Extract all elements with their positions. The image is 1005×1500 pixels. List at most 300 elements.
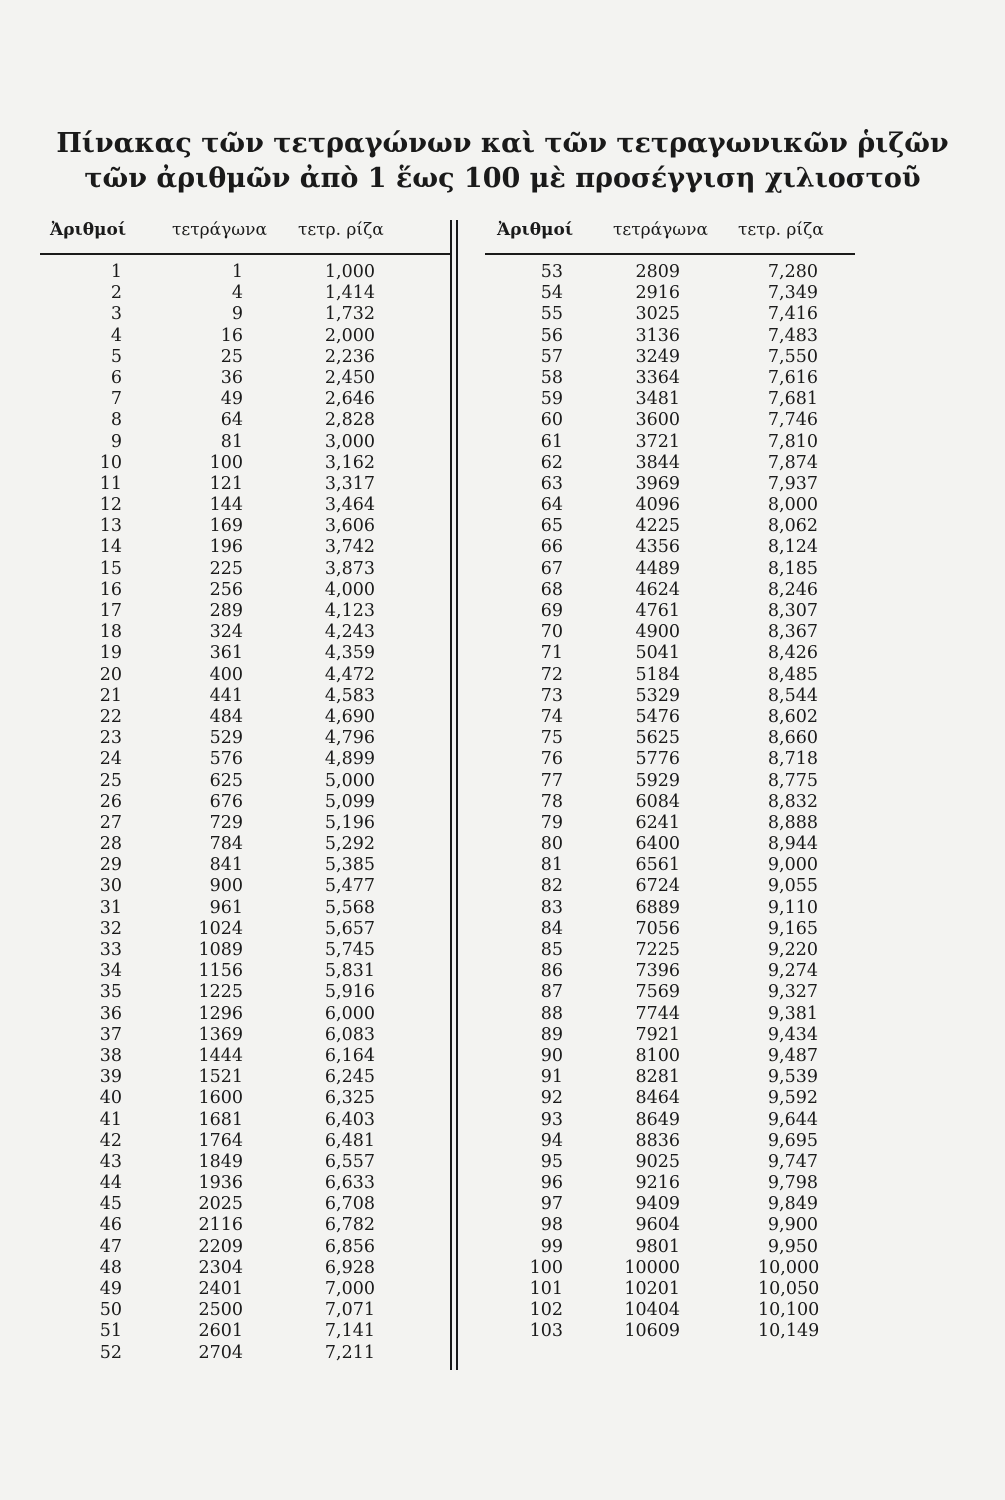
square-cell: 8281 (635, 1067, 680, 1088)
square-cell: 1600 (198, 1088, 243, 1109)
table-row (460, 982, 900, 1003)
number-cell: 7 (110, 389, 122, 410)
number-cell: 2 (110, 283, 122, 304)
root-cell: 9,327 (767, 982, 818, 1003)
table-row (0, 1152, 450, 1173)
square-cell: 81 (220, 431, 243, 452)
square-cell: 3969 (635, 473, 680, 494)
number-cell: 55 (540, 304, 563, 325)
root-cell: 4,472 (324, 664, 375, 685)
root-cell: 9,539 (767, 1067, 818, 1088)
square-cell: 4489 (635, 558, 680, 579)
table-row (460, 1321, 900, 1342)
square-cell: 121 (209, 473, 243, 494)
square-cell: 5625 (635, 728, 680, 749)
number-cell: 66 (540, 537, 563, 558)
square-cell: 3364 (635, 367, 680, 388)
root-cell: 3,464 (324, 495, 375, 516)
root-cell: 7,141 (324, 1321, 375, 1342)
number-cell: 19 (99, 643, 122, 664)
number-cell: 88 (540, 1003, 563, 1024)
square-cell: 10404 (624, 1300, 680, 1321)
table-row (460, 876, 900, 897)
table-row (0, 643, 450, 664)
root-cell: 9,900 (767, 1215, 818, 1236)
square-cell: 4225 (635, 516, 680, 537)
number-cell: 6 (110, 367, 122, 388)
number-cell: 79 (540, 812, 563, 833)
table-row (0, 389, 450, 410)
root-cell: 7,874 (767, 452, 818, 473)
table-row (0, 771, 450, 792)
number-cell: 78 (540, 791, 563, 812)
root-cell: 7,616 (767, 367, 818, 388)
square-cell: 625 (209, 770, 243, 791)
number-cell: 72 (540, 664, 563, 685)
root-cell: 9,055 (767, 876, 818, 897)
root-cell: 7,416 (767, 304, 818, 325)
root-cell: 6,000 (324, 1003, 375, 1024)
table-row (460, 898, 900, 919)
root-cell: 4,796 (324, 728, 375, 749)
root-cell: 1,000 (324, 262, 375, 282)
root-cell: 7,937 (767, 473, 818, 494)
square-cell: 36 (220, 367, 243, 388)
number-cell: 41 (99, 1109, 122, 1130)
root-cell: 4,123 (324, 601, 375, 621)
square-cell: 7744 (635, 1003, 680, 1024)
number-cell: 25 (99, 770, 122, 791)
root-cell: 10,050 (758, 1279, 820, 1299)
square-cell: 3844 (635, 452, 680, 473)
table-row (460, 749, 900, 770)
square-cell: 1156 (198, 961, 243, 982)
square-cell: 6084 (635, 791, 680, 812)
table-row (0, 347, 450, 368)
number-cell: 27 (99, 812, 122, 833)
table-row (0, 792, 450, 813)
square-cell: 5184 (635, 664, 680, 685)
root-cell: 4,243 (324, 622, 375, 643)
number-cell: 42 (99, 1130, 122, 1151)
root-cell: 8,718 (767, 749, 818, 770)
number-cell: 47 (99, 1236, 122, 1257)
root-cell: 8,124 (767, 537, 818, 558)
root-cell: 9,220 (767, 940, 818, 960)
root-cell: 9,000 (767, 855, 818, 876)
square-cell: 8464 (635, 1088, 680, 1109)
root-cell: 7,810 (767, 431, 818, 452)
number-cell: 11 (99, 473, 122, 494)
square-cell: 6241 (635, 812, 680, 833)
square-cell: 441 (209, 685, 243, 706)
table-row (0, 940, 450, 961)
root-cell: 8,832 (767, 791, 818, 812)
square-cell: 6400 (635, 834, 680, 855)
number-cell: 45 (99, 1194, 122, 1215)
table-row (0, 1004, 450, 1025)
square-cell: 1089 (198, 940, 243, 960)
number-cell: 56 (540, 325, 563, 346)
header-number-right: Ἀριθμοί (497, 220, 574, 240)
number-cell: 89 (540, 1024, 563, 1045)
root-cell: 8,602 (767, 706, 818, 727)
square-cell: 5329 (635, 685, 680, 706)
root-cell: 8,062 (767, 516, 818, 537)
square-cell: 961 (209, 897, 243, 918)
table-row (460, 643, 900, 664)
table-row (460, 1004, 900, 1025)
root-cell: 5,657 (324, 918, 375, 939)
table-row (0, 961, 450, 982)
square-cell: 1849 (198, 1151, 243, 1172)
table-row (460, 453, 900, 474)
table-row (0, 516, 450, 537)
number-cell: 102 (529, 1300, 563, 1321)
root-cell: 9,644 (767, 1109, 818, 1130)
square-cell: 3600 (635, 410, 680, 431)
square-cell: 1936 (198, 1173, 243, 1194)
number-cell: 36 (99, 1003, 122, 1024)
number-cell: 83 (540, 897, 563, 918)
table-row (460, 368, 900, 389)
root-cell: 9,695 (767, 1130, 818, 1151)
table-row (0, 686, 450, 707)
square-cell: 8836 (635, 1130, 680, 1151)
number-cell: 62 (540, 452, 563, 473)
table-row (460, 432, 900, 453)
square-cell: 7056 (635, 918, 680, 939)
table-row (460, 771, 900, 792)
square-cell: 2704 (198, 1342, 243, 1363)
square-cell: 4096 (635, 495, 680, 516)
table-row (460, 919, 900, 940)
number-cell: 91 (540, 1067, 563, 1088)
number-cell: 87 (540, 982, 563, 1003)
square-cell: 7225 (635, 940, 680, 960)
table-row (460, 1237, 900, 1258)
column-divider-1 (450, 220, 452, 1370)
number-cell: 46 (99, 1215, 122, 1236)
table-row (0, 537, 450, 558)
root-cell: 4,899 (324, 749, 375, 770)
table-row (0, 495, 450, 516)
number-cell: 64 (540, 495, 563, 516)
root-cell: 6,245 (324, 1067, 375, 1088)
header-square-right: τετράγωνα (613, 220, 708, 240)
number-cell: 30 (99, 876, 122, 897)
root-cell: 8,000 (767, 495, 818, 516)
root-cell: 9,165 (767, 918, 818, 939)
root-cell: 6,403 (324, 1109, 375, 1130)
number-cell: 50 (99, 1300, 122, 1321)
table-row (0, 834, 450, 855)
table-row (0, 1321, 450, 1342)
page-title: Πίνακας τῶν τετραγώνων καὶ τῶν τετραγωνικῶν ῥιζῶν (56, 128, 949, 159)
root-cell: 6,481 (324, 1130, 375, 1151)
root-cell: 5,385 (324, 855, 375, 876)
root-cell: 4,690 (324, 706, 375, 727)
square-cell: 9801 (635, 1236, 680, 1257)
number-cell: 35 (99, 982, 122, 1003)
root-cell: 3,317 (324, 473, 375, 494)
table-row (0, 622, 450, 643)
root-cell: 6,782 (324, 1215, 375, 1236)
number-cell: 43 (99, 1151, 122, 1172)
root-cell: 4,000 (324, 579, 375, 600)
table-row (0, 898, 450, 919)
square-cell: 7921 (635, 1024, 680, 1045)
number-cell: 58 (540, 367, 563, 388)
number-cell: 51 (99, 1321, 122, 1342)
number-cell: 61 (540, 431, 563, 452)
table-row (0, 1215, 450, 1236)
square-cell: 16 (220, 325, 243, 346)
table-row (0, 601, 450, 622)
number-cell: 75 (540, 728, 563, 749)
table-row (460, 707, 900, 728)
root-cell: 10,100 (758, 1300, 820, 1321)
number-cell: 53 (540, 262, 563, 282)
square-cell: 1024 (198, 918, 243, 939)
number-cell: 15 (99, 558, 122, 579)
root-cell: 5,292 (324, 834, 375, 855)
table-row (460, 580, 900, 601)
number-cell: 99 (540, 1236, 563, 1257)
number-cell: 40 (99, 1088, 122, 1109)
square-cell: 676 (209, 791, 243, 812)
number-cell: 13 (99, 516, 122, 537)
root-cell: 8,185 (767, 558, 818, 579)
square-cell: 7396 (635, 961, 680, 982)
number-cell: 82 (540, 876, 563, 897)
root-cell: 2,000 (324, 325, 375, 346)
number-cell: 1 (110, 262, 122, 282)
table-row (460, 1025, 900, 1046)
root-cell: 1,732 (324, 304, 375, 325)
table-row (460, 686, 900, 707)
square-cell: 3721 (635, 431, 680, 452)
square-cell: 9409 (635, 1194, 680, 1215)
table-row (460, 559, 900, 580)
square-cell: 9604 (635, 1215, 680, 1236)
square-cell: 2209 (198, 1236, 243, 1257)
table-row (460, 1300, 900, 1321)
square-cell: 9216 (635, 1173, 680, 1194)
square-cell: 841 (209, 855, 243, 876)
square-cell: 784 (209, 834, 243, 855)
table-row (460, 1279, 900, 1300)
table-row (0, 1173, 450, 1194)
table-row (0, 304, 450, 325)
table-row (0, 1300, 450, 1321)
root-cell: 9,798 (767, 1173, 818, 1194)
root-cell: 9,747 (767, 1151, 818, 1172)
number-cell: 80 (540, 834, 563, 855)
number-cell: 94 (540, 1130, 563, 1151)
table-row (0, 1046, 450, 1067)
root-cell: 8,485 (767, 664, 818, 685)
number-cell: 12 (99, 495, 122, 516)
square-cell: 361 (209, 643, 243, 664)
root-cell: 1,414 (324, 283, 375, 304)
square-cell: 2401 (198, 1279, 243, 1299)
root-cell: 5,568 (324, 897, 375, 918)
square-cell: 900 (209, 876, 243, 897)
root-cell: 7,280 (767, 262, 818, 282)
table-row (460, 665, 900, 686)
square-cell: 100 (209, 452, 243, 473)
square-cell: 10609 (624, 1321, 680, 1342)
header-rule-right (485, 253, 855, 255)
number-cell: 17 (99, 601, 122, 621)
number-cell: 73 (540, 685, 563, 706)
square-cell: 4 (231, 283, 243, 304)
table-row (0, 410, 450, 431)
number-cell: 96 (540, 1173, 563, 1194)
square-cell: 324 (209, 622, 243, 643)
table-row (0, 1237, 450, 1258)
square-cell: 5041 (635, 643, 680, 664)
root-cell: 5,000 (324, 770, 375, 791)
number-cell: 52 (99, 1342, 122, 1363)
number-cell: 67 (540, 558, 563, 579)
square-cell: 3481 (635, 389, 680, 410)
root-cell: 3,162 (324, 452, 375, 473)
number-cell: 95 (540, 1151, 563, 1172)
square-cell: 4356 (635, 537, 680, 558)
number-cell: 33 (99, 940, 122, 960)
table-row (0, 1131, 450, 1152)
number-cell: 8 (110, 410, 122, 431)
table-row (0, 749, 450, 770)
root-cell: 5,916 (324, 982, 375, 1003)
number-cell: 4 (110, 325, 122, 346)
number-cell: 93 (540, 1109, 563, 1130)
square-cell: 10000 (624, 1257, 680, 1278)
table-row (460, 262, 900, 283)
table-row (0, 474, 450, 495)
square-cell: 6561 (635, 855, 680, 876)
square-cell: 2025 (198, 1194, 243, 1215)
square-cell: 1 (231, 262, 243, 282)
table-row (0, 326, 450, 347)
root-cell: 4,359 (324, 643, 375, 664)
table-row (0, 707, 450, 728)
root-cell: 5,099 (324, 791, 375, 812)
number-cell: 22 (99, 706, 122, 727)
square-cell: 196 (209, 537, 243, 558)
number-cell: 14 (99, 537, 122, 558)
root-cell: 7,071 (324, 1300, 375, 1321)
root-cell: 7,000 (324, 1279, 375, 1299)
square-cell: 2809 (635, 262, 680, 282)
root-cell: 6,928 (324, 1257, 375, 1278)
table-row (460, 1215, 900, 1236)
square-cell: 7569 (635, 982, 680, 1003)
root-cell: 8,944 (767, 834, 818, 855)
root-cell: 9,434 (767, 1024, 818, 1045)
number-cell: 20 (99, 664, 122, 685)
square-cell: 4761 (635, 601, 680, 621)
square-cell: 5929 (635, 770, 680, 791)
header-square-left: τετράγωνα (172, 220, 267, 240)
root-cell: 7,681 (767, 389, 818, 410)
table-row (0, 1194, 450, 1215)
table-row (0, 262, 450, 283)
root-cell: 7,746 (767, 410, 818, 431)
square-cell: 9 (231, 304, 243, 325)
root-cell: 5,196 (324, 812, 375, 833)
root-cell: 10,149 (758, 1321, 820, 1342)
root-cell: 8,246 (767, 579, 818, 600)
number-cell: 86 (540, 961, 563, 982)
table-row (0, 453, 450, 474)
table-row (0, 1067, 450, 1088)
table-row (0, 876, 450, 897)
root-cell: 3,742 (324, 537, 375, 558)
square-cell: 5776 (635, 749, 680, 770)
root-cell: 6,325 (324, 1088, 375, 1109)
table-left (0, 262, 450, 1364)
square-cell: 225 (209, 558, 243, 579)
number-cell: 85 (540, 940, 563, 960)
root-cell: 2,236 (324, 346, 375, 367)
table-row (460, 495, 900, 516)
table-row (0, 855, 450, 876)
square-cell: 8649 (635, 1109, 680, 1130)
root-cell: 3,000 (324, 431, 375, 452)
table-row (460, 1110, 900, 1131)
table-row (0, 1025, 450, 1046)
number-cell: 81 (540, 855, 563, 876)
square-cell: 400 (209, 664, 243, 685)
square-cell: 169 (209, 516, 243, 537)
number-cell: 21 (99, 685, 122, 706)
number-cell: 57 (540, 346, 563, 367)
number-cell: 97 (540, 1194, 563, 1215)
table-right (460, 262, 900, 1343)
square-cell: 10201 (624, 1279, 680, 1299)
table-row (460, 283, 900, 304)
number-cell: 101 (529, 1279, 563, 1299)
square-cell: 6724 (635, 876, 680, 897)
root-cell: 2,450 (324, 367, 375, 388)
root-cell: 6,557 (324, 1151, 375, 1172)
square-cell: 3136 (635, 325, 680, 346)
square-cell: 2500 (198, 1300, 243, 1321)
root-cell: 9,487 (767, 1045, 818, 1066)
number-cell: 31 (99, 897, 122, 918)
table-row (460, 792, 900, 813)
page-subtitle: τῶν ἀριθμῶν ἀπὸ 1 ἕως 100 μὲ προσέγγιση χιλιοστοῦ (84, 163, 921, 194)
table-row (460, 516, 900, 537)
number-cell: 54 (540, 283, 563, 304)
square-cell: 576 (209, 749, 243, 770)
square-cell: 2916 (635, 283, 680, 304)
square-cell: 3249 (635, 346, 680, 367)
table-row (460, 1152, 900, 1173)
square-cell: 729 (209, 812, 243, 833)
root-cell: 5,477 (324, 876, 375, 897)
number-cell: 63 (540, 473, 563, 494)
root-cell: 9,381 (767, 1003, 818, 1024)
root-cell: 7,211 (324, 1342, 375, 1363)
root-cell: 8,888 (767, 812, 818, 833)
number-cell: 48 (99, 1257, 122, 1278)
table-row (0, 432, 450, 453)
table-row (0, 1279, 450, 1300)
